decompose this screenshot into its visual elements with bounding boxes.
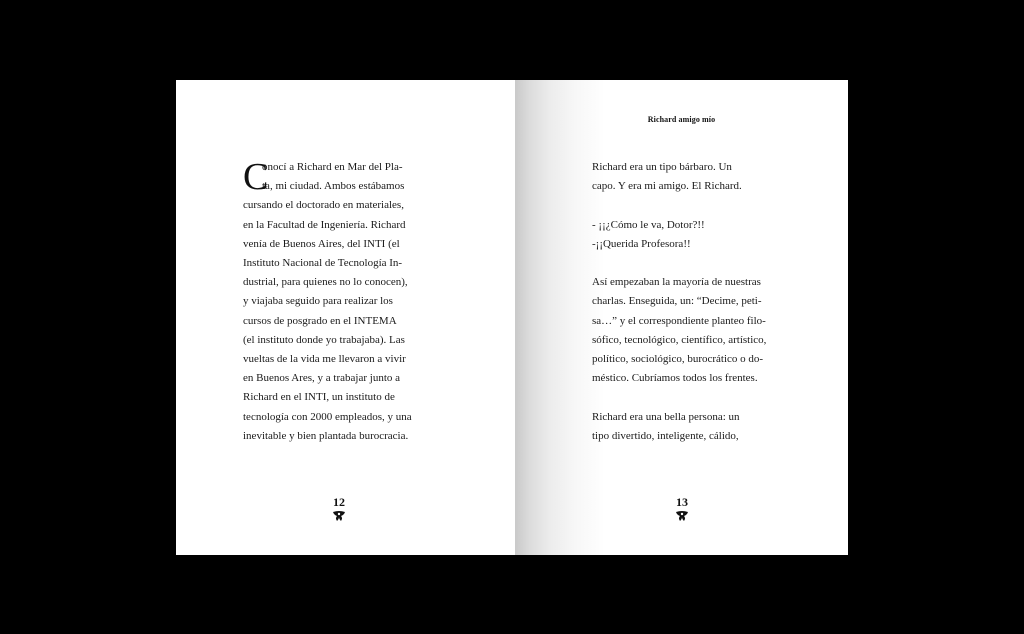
text-line: vueltas de la vida me llevaron a vivir [243,353,406,366]
text-line: tecnología con 2000 empleados, y una [243,410,412,423]
text-line: venía de Buenos Aires, del INTI (el [243,237,400,250]
text-line: méstico. Cubríamos todos los frentes. [592,372,758,385]
page-number-right: 13 [676,495,688,509]
text-line: sa…” y el correspondiente planteo filo- [592,314,766,327]
running-head: Richard amigo mío [647,115,716,124]
book-spread [176,80,848,555]
text-line: Richard en el INTI, un instituto de [243,391,395,404]
floral-ornament-icon [675,510,689,522]
text-line: charlas. Enseguida, un: “Decime, peti- [592,295,762,308]
text-line: capo. Y era mi amigo. El Richard. [592,180,742,193]
text-line: -¡¡Querida Profesora!! [592,237,691,250]
text-line: inevitable y bien plantada burocracia. [243,429,409,442]
page-number-left: 12 [333,495,345,509]
text-line: en Buenos Ares, y a trabajar junto a [243,372,401,385]
text-line: Richard era un tipo bárbaro. Un [592,161,732,173]
text-line: Así empezaban la mayoría de nuestras [592,276,761,289]
text-line: político, sociológico, burocrático o do- [592,353,764,365]
left-page [176,80,515,555]
drop-cap: C [243,156,269,198]
left-page-text [243,158,433,446]
text-line: sófico, tecnológico, científico, artístico, [592,333,767,346]
blank-line [592,388,777,407]
text-line: en la Facultad de Ingeniería. Richard [243,218,406,231]
text-line: - ¡¡¿Cómo le va, Dotor?!! [592,218,705,231]
text-line: y viajaba seguido para realizar los [243,295,393,308]
text-line: cursos de posgrado en el INTEMA [243,314,397,327]
blank-line [592,254,777,273]
text-line: dustrial, para quienes no lo conocen), [243,276,408,289]
text-line: ta, mi ciudad. Ambos estábamos [262,180,405,193]
floral-ornament-icon [332,510,346,522]
text-line: tipo divertido, inteligente, cálido, [592,429,739,442]
text-line: Instituto Nacional de Tecnología In- [243,257,403,270]
right-page [515,80,848,555]
text-line: (el instituto donde yo trabajaba). Las [243,333,405,346]
text-line: Richard era una bella persona: un [592,410,740,423]
text-line-content: onocí a Richard en Mar del Pla- [262,161,403,173]
text-line: cursando el doctorado en materiales, [243,199,404,212]
blank-line [592,196,777,215]
right-page-text [592,158,777,446]
